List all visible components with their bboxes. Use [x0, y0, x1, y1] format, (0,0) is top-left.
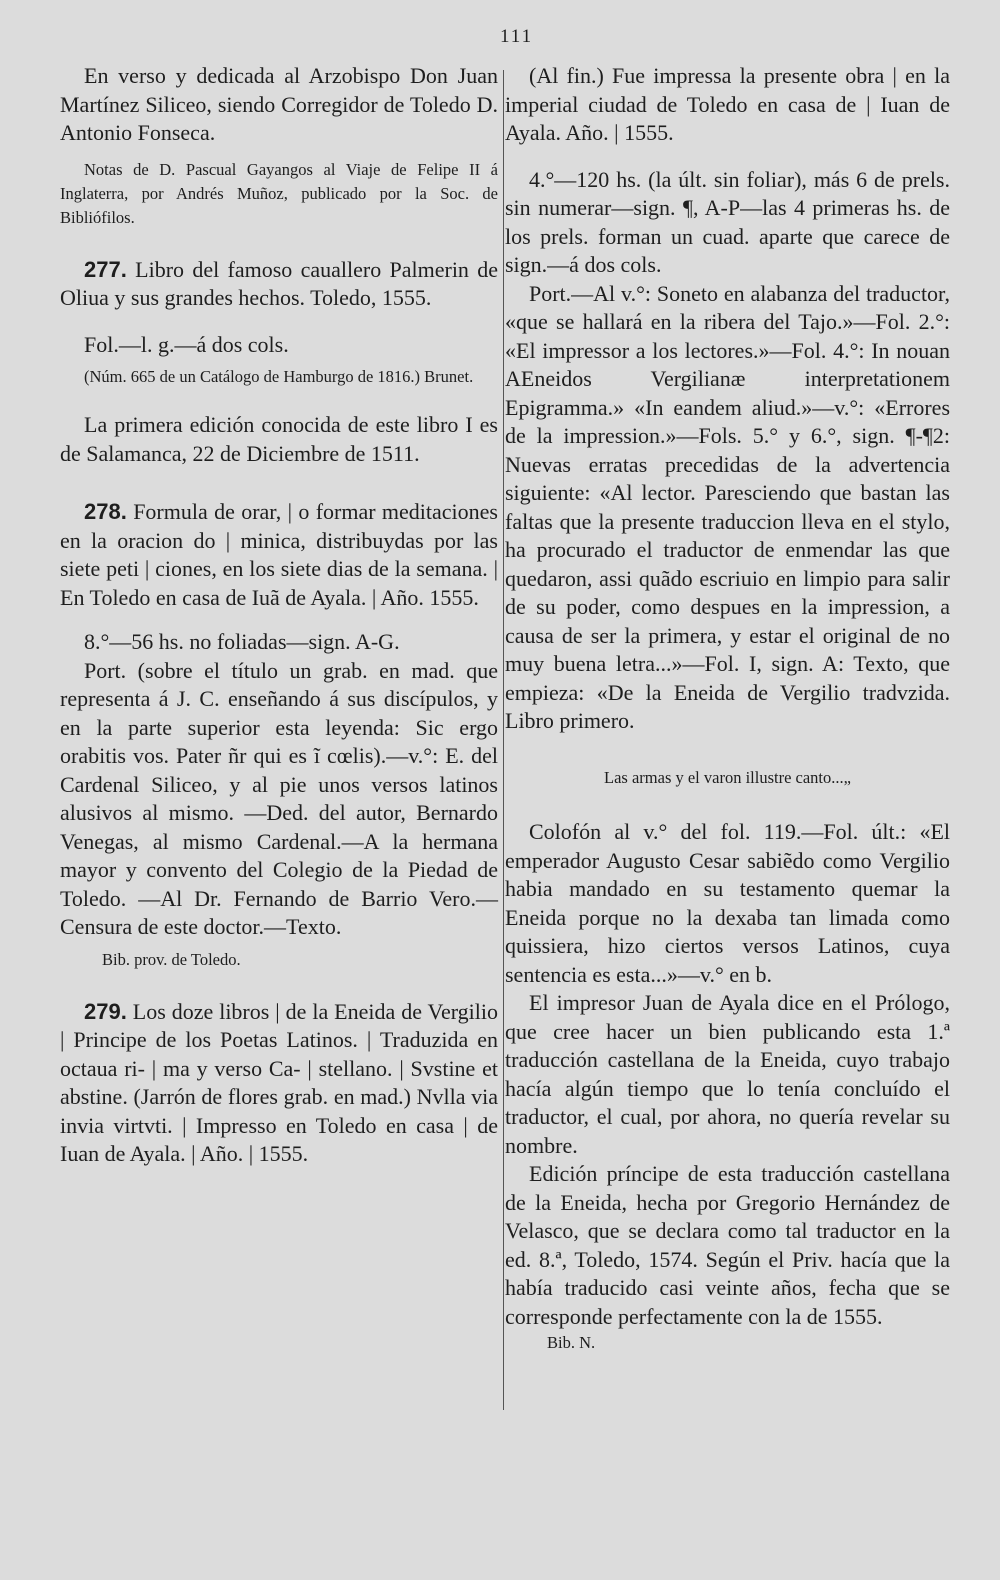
- right-column: [505, 62, 950, 1355]
- entry-278-description: 8.°—56 hs. no foliadas—sign. A-G.: [84, 629, 400, 654]
- entry-279-colofon: Colofón al v.° del fol. 119.—Fol. últ.: «El emperador Augusto Cesar sabiẽdo como Vergilio habia mandado en su testamento quemar la Eneida porque no la dexaba tan limada como quissiera, hizo ciertos versos Latinos, cuya sentencia es esta...»—v.° en b.: [505, 819, 950, 987]
- entry-279-quote: Las armas y el varon illustre canto...„: [604, 767, 851, 787]
- entry-277-reference: (Núm. 665 de un Catálogo de Hamburgo de 1816.) Brunet.: [84, 367, 474, 386]
- entry-278-portada: Port. (sobre el título un grab. en mad. que representa á J. C. enseñando á sus discípulos, y en la parte superior esta leyenda: Sic ergo orabitis vos. Pater ñr qui es ĩ cœlis).—v.°: E. del Cardenal Siliceo, y al pie unos versos latinos alusivos al mismo. —Ded. del autor, Bernardo Venegas, al mismo Cardenal.—A la hermana mayor y convento del Colegio de la Piedad de Toledo. —Al Dr. Fernando de Barrio Vero.—Censura de este doctor.—Texto.: [60, 657, 498, 939]
- entry-279-title: Los doze libros | de la Eneida de Vergilio | Principe de los Poetas Latinos. | Traduzida en octaua ri- | ma y verso Ca- | stellano. | Svstine et abstine. (Jarrón de flores grab. en mad.) Nvlla via invia virtvti. | Impresso en Toledo en casa | de Iuan de Ayala. | Año. | 1555.: [60, 998, 498, 1166]
- entry-277-number: 277.: [84, 256, 127, 282]
- entry-278-number: 278.: [84, 499, 127, 524]
- entry-278-title: Formula de orar, | o formar meditaciones en la oracion do | minica, distribuydas por las siete peti | ciones, en los siete dias de la semana. | En Toledo en casa de Iuã de Ayala. | Año. 1555.: [60, 499, 498, 610]
- entry-276-continuation: En verso y dedicada al Arzobispo Don Juan Martínez Siliceo, siendo Corregidor de Toledo D. Antonio Fonseca.: [60, 63, 498, 145]
- entry-279-edicion-note: Edición príncipe de esta traducción castellana de la Eneida, hecha por Gregorio Hernández de Velasco, que se declara como tal traductor en la ed. 8.ª, Toledo, 1574. Según el Priv. hacía que la había traducido casi veinte años, fecha que se corresponde perfectamente con la de 1555.: [505, 1161, 950, 1329]
- entry-277-note: La primera edición conocida de este libro I es de Salamanca, 22 de Diciembre de 1511.: [60, 412, 498, 466]
- entry-278: [60, 498, 498, 972]
- entry-277-description: Fol.—l. g.—á dos cols.: [84, 331, 289, 357]
- entry-279-description: 4.°—120 hs. (la últ. sin foliar), más 6 de prels. sin numerar—sign. ¶, A-P—las 4 primeras hs. de los prels. forman un cuad. aparte que carece de sign.—á dos cols.: [505, 166, 950, 277]
- entry-279-impresor-note: El impresor Juan de Ayala dice en el Prólogo, que cree hacer un bien publicando esta 1.ª traducción castellana de la Eneida, cuyo trabajo hacía algún tiempo que lo tenía concluído el traductor, el cual, por ahora, no quería revelar su nombre.: [505, 990, 950, 1158]
- column-divider: [503, 70, 504, 1410]
- entry-279-portada: Port.—Al v.°: Soneto en alabanza del traductor, «que se hallará en la ribera del Tajo.»—Fol. 2.°: «El impressor a los lectores.»—Fol. 4.°: In nouan AEneidos Vergilianæ interpretationem Epigramma.» «In eandem aliud.»—v.°: «Errores de la impression.»—Fols. 5.° y 6.°, sign. ¶-¶2: Nuevas erratas precedidas de la advertencia siguiente: «Al lector. Paresciendo que bastan las faltas que la presente traduccion lleva en el stylo, ha procurado el traductor de enmendar las que quedaron, assi quãdo escriuio en limpio para salir de su poder, como despues en la impression, a causa de ser la primera, y estar el original de no muy buena letra...»—Fol. I, sign. A: Texto, que empieza: «De la Eneida de Vergilio tradvzida. Libro primero.: [505, 280, 950, 733]
- page-number: 111: [500, 26, 534, 47]
- entry-279-colophon-title: (Al fin.) Fue impressa la presente obra | en la imperial ciudad de Toledo en casa de | Iuan de Ayala. Año. | 1555.: [505, 63, 950, 145]
- entry-279: [60, 998, 498, 1169]
- entry-276-note: Notas de D. Pascual Gayangos al Viaje de Felipe II á Inglaterra, por Andrés Muñoz, publicado por la Soc. de Bibliófilos.: [60, 159, 498, 227]
- entry-279-number: 279.: [84, 998, 127, 1024]
- entry-279-reference: Bib. N.: [547, 1333, 596, 1352]
- entry-277: [60, 256, 498, 469]
- entry-277-title: Libro del famoso cauallero Palmerin de Oliua y sus grandes hechos. Toledo, 1555.: [60, 256, 498, 310]
- left-column: [60, 62, 498, 1169]
- entry-278-reference: Bib. prov. de Toledo.: [102, 949, 241, 969]
